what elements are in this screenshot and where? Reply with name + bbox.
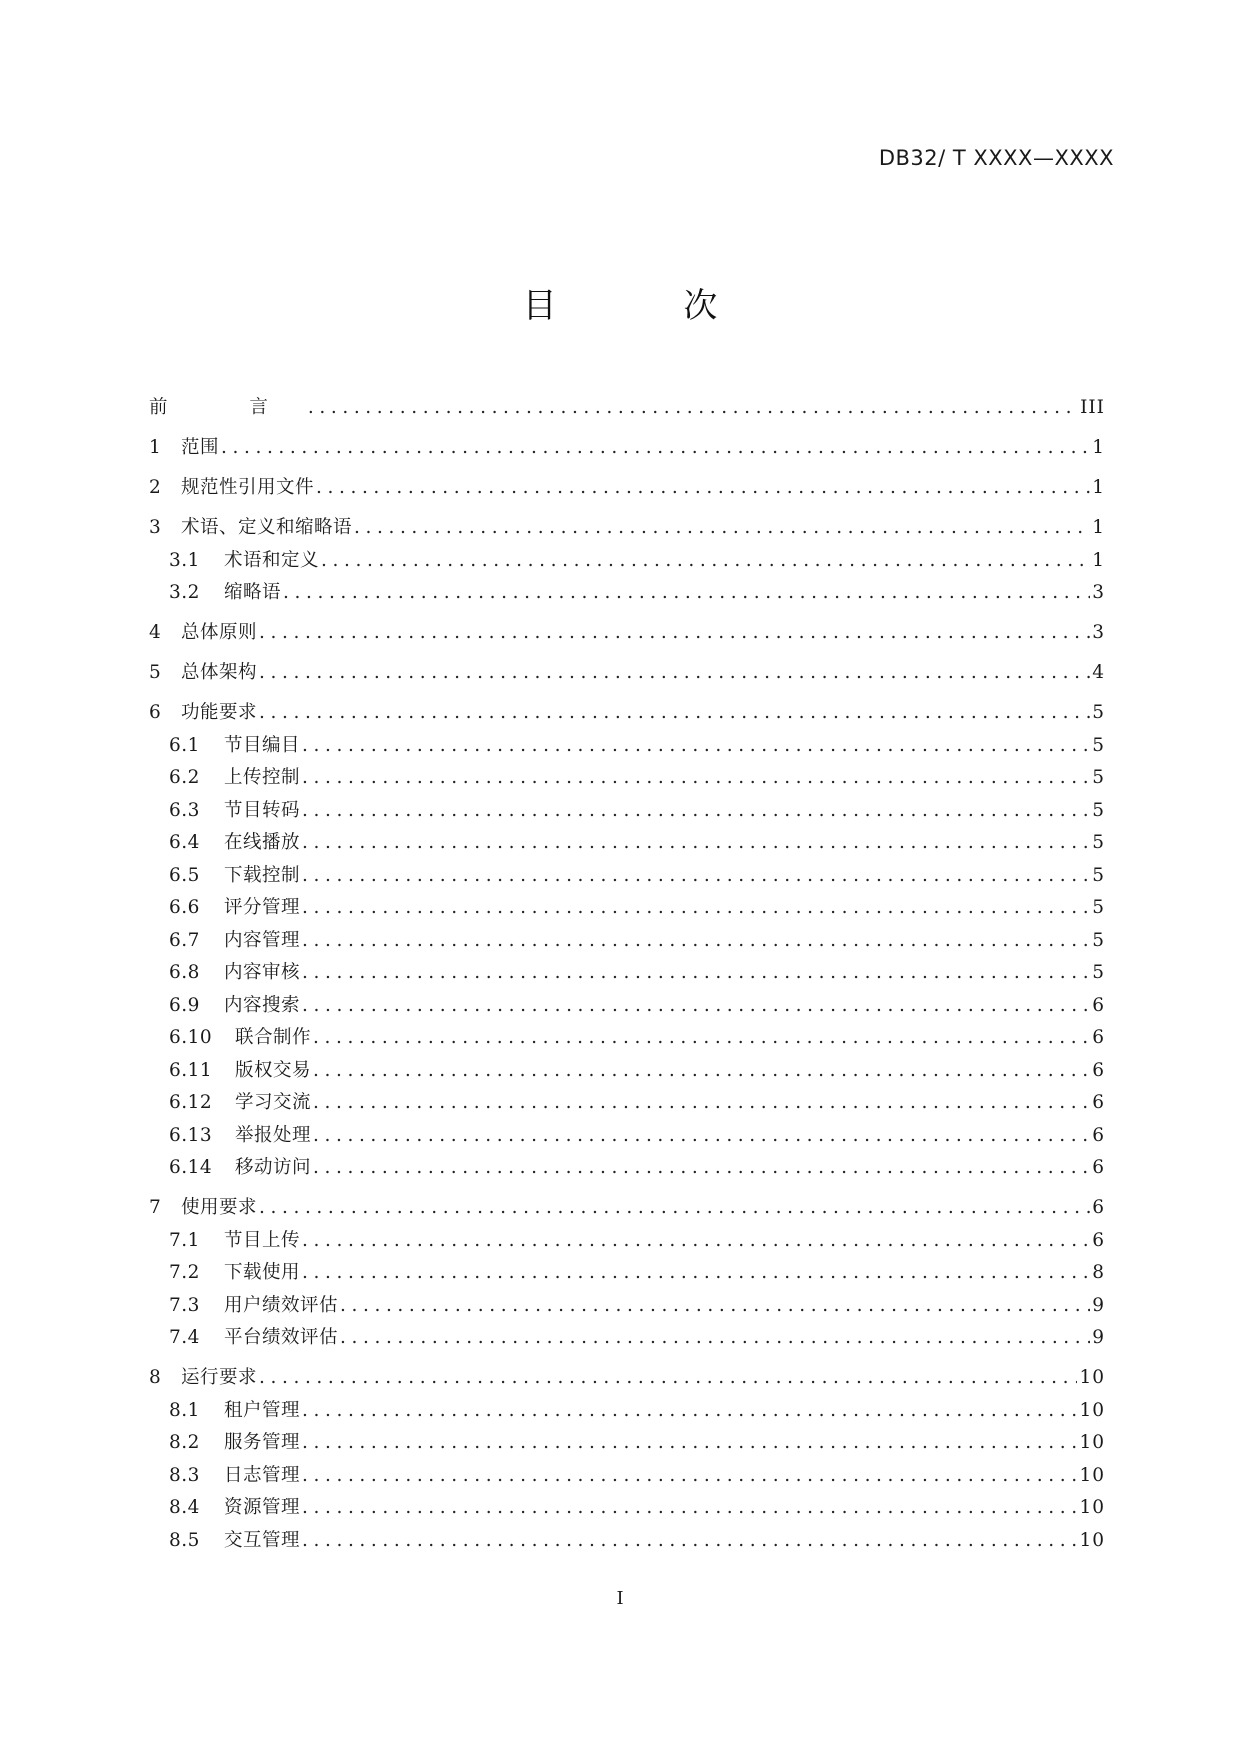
toc-entry-page: 5 — [1092, 897, 1105, 918]
toc-entry-label: 运行要求 — [181, 1367, 258, 1388]
toc-entry-label: 交互管理 — [224, 1529, 301, 1551]
toc-entry-number: 1 — [149, 437, 162, 458]
toc-leader-dots — [302, 829, 1090, 857]
toc-entry-page: 10 — [1079, 1497, 1105, 1518]
document-code: DB32/ T XXXX—XXXX — [878, 146, 1114, 170]
toc-entry-label: 评分管理 — [224, 897, 301, 918]
toc-subentry[interactable] — [149, 829, 1105, 857]
toc-entry-number: 3.2 — [169, 582, 200, 603]
toc-leader-dots — [259, 1194, 1090, 1222]
toc-entry-label: 内容管理 — [224, 929, 301, 951]
toc-leader-dots — [313, 1089, 1090, 1117]
toc-entry-number: 7.4 — [169, 1327, 200, 1348]
toc-subentry[interactable] — [149, 1292, 1105, 1320]
toc-subentry[interactable] — [149, 894, 1105, 922]
toc-entry-number: 7.2 — [169, 1262, 200, 1283]
toc-entry-number: 6.6 — [169, 897, 200, 918]
toc-entry-page: 3 — [1092, 582, 1105, 603]
toc-entry-page: 1 — [1092, 477, 1105, 498]
toc-entry-number: 8.2 — [169, 1432, 200, 1453]
toc-entry-page: 5 — [1092, 734, 1105, 756]
toc-entry-page: 1 — [1092, 549, 1105, 571]
toc-entry-page: 6 — [1092, 1157, 1105, 1178]
toc-leader-dots — [259, 699, 1090, 727]
toc-entry-number: 4 — [149, 622, 162, 643]
toc-subentry[interactable] — [149, 1122, 1105, 1150]
toc-entry[interactable] — [149, 659, 1105, 687]
toc-entry-label: 范围 — [181, 437, 220, 458]
toc-entry-label: 上传控制 — [224, 767, 301, 788]
toc-leader-dots — [302, 1462, 1077, 1490]
toc-entry-page: 10 — [1079, 1529, 1105, 1551]
toc-entry-number: 6.1 — [169, 734, 200, 756]
toc-leader-dots — [313, 1154, 1090, 1182]
toc-entry-label: 节目上传 — [224, 1229, 301, 1251]
toc-leader-dots — [313, 1122, 1090, 1150]
toc-subentry[interactable] — [149, 927, 1105, 955]
toc-entry[interactable] — [149, 699, 1105, 727]
toc-subentry[interactable] — [149, 764, 1105, 792]
toc-entry-number: 8.5 — [169, 1529, 200, 1551]
toc-entry-page: 1 — [1092, 437, 1105, 458]
toc-leader-dots — [321, 547, 1090, 575]
toc-entry-number: 5 — [149, 662, 162, 683]
toc-entry-number: 6.8 — [169, 962, 200, 983]
toc-entry-page: 8 — [1092, 1262, 1105, 1283]
toc-subentry[interactable] — [149, 1324, 1105, 1352]
table-of-contents — [149, 394, 1105, 1555]
toc-entry-label: 术语、定义和缩略语 — [181, 517, 353, 538]
toc-entry[interactable] — [149, 619, 1105, 647]
toc-entry-label: 在线播放 — [224, 832, 301, 853]
toc-entry-label: 联合制作 — [235, 1027, 312, 1048]
toc-entry-page: 4 — [1092, 662, 1105, 683]
toc-leader-dots — [302, 992, 1090, 1020]
toc-entry-number: 8.1 — [169, 1399, 200, 1421]
toc-entry-label: 资源管理 — [224, 1497, 301, 1518]
toc-leader-dots — [302, 1429, 1077, 1457]
toc-entry-label: 移动访问 — [235, 1157, 312, 1178]
toc-leader-dots — [302, 1259, 1090, 1287]
toc-entry-label: 前 言 — [149, 397, 306, 418]
toc-entry-label: 学习交流 — [235, 1092, 312, 1113]
toc-subentry[interactable] — [149, 1527, 1105, 1555]
toc-entry-page: 9 — [1092, 1294, 1105, 1316]
toc-entry-page: 5 — [1092, 864, 1105, 886]
toc-entry[interactable] — [149, 514, 1105, 542]
toc-entry-page: 3 — [1092, 622, 1105, 643]
toc-leader-dots — [302, 1397, 1077, 1425]
toc-entry-page: 1 — [1092, 517, 1105, 538]
toc-entry-number: 6.9 — [169, 994, 200, 1016]
toc-entry-page: 5 — [1092, 832, 1105, 853]
toc-entry-label: 规范性引用文件 — [181, 477, 315, 498]
toc-entry-label: 总体架构 — [181, 662, 258, 683]
toc-leader-dots — [221, 434, 1090, 462]
toc-subentry[interactable] — [149, 959, 1105, 987]
toc-leader-dots — [302, 1227, 1090, 1255]
toc-entry-label: 节目编目 — [224, 734, 301, 756]
toc-subentry[interactable] — [149, 1227, 1105, 1255]
toc-entry-number: 8 — [149, 1367, 162, 1388]
toc-entry-page: 6 — [1092, 1229, 1105, 1251]
toc-entry[interactable] — [149, 394, 1105, 422]
toc-subentry[interactable] — [149, 732, 1105, 760]
toc-entry-label: 平台绩效评估 — [224, 1327, 339, 1348]
toc-entry-number: 7.1 — [169, 1229, 200, 1251]
toc-entry-number: 3 — [149, 517, 162, 538]
toc-entry-label: 租户管理 — [224, 1399, 301, 1421]
toc-leader-dots — [316, 474, 1090, 502]
toc-entry-number: 6.11 — [169, 1059, 213, 1081]
toc-leader-dots — [313, 1057, 1090, 1085]
toc-entry-number: 6.13 — [169, 1124, 213, 1146]
toc-entry[interactable] — [149, 1364, 1105, 1392]
toc-leader-dots — [283, 579, 1090, 607]
toc-entry-number: 6.3 — [169, 799, 200, 821]
toc-entry-number: 7.3 — [169, 1294, 200, 1316]
toc-entry-label: 功能要求 — [181, 702, 258, 723]
toc-entry-label: 使用要求 — [181, 1197, 258, 1218]
toc-entry-page: 5 — [1092, 702, 1105, 723]
toc-entry-page: 10 — [1079, 1399, 1105, 1421]
toc-entry-page: 10 — [1079, 1367, 1105, 1388]
toc-subentry[interactable] — [149, 1259, 1105, 1287]
toc-entry-number: 6.5 — [169, 864, 200, 886]
toc-entry-number: 6.10 — [169, 1027, 213, 1048]
toc-leader-dots — [302, 927, 1090, 955]
toc-entry-label: 举报处理 — [235, 1124, 312, 1146]
page-title-text: 目 次 — [522, 286, 776, 326]
toc-entry-page: 6 — [1092, 1197, 1105, 1218]
toc-entry-label: 服务管理 — [224, 1432, 301, 1453]
toc-entry-label: 下载使用 — [224, 1262, 301, 1283]
toc-entry-number: 6 — [149, 702, 162, 723]
toc-entry-number: 6.14 — [169, 1157, 213, 1178]
toc-entry-page: 6 — [1092, 994, 1105, 1016]
toc-leader-dots — [302, 1527, 1077, 1555]
toc-entry-page: 9 — [1092, 1327, 1105, 1348]
toc-entry-label: 版权交易 — [235, 1059, 312, 1081]
toc-subentry[interactable] — [149, 1089, 1105, 1117]
toc-entry-page: 10 — [1079, 1432, 1105, 1453]
toc-entry-number: 3.1 — [169, 549, 200, 571]
toc-entry-page: 6 — [1092, 1027, 1105, 1048]
toc-entry-number: 2 — [149, 477, 162, 498]
toc-entry-number: 8.3 — [169, 1464, 200, 1486]
toc-entry-page: 10 — [1079, 1464, 1105, 1486]
toc-subentry[interactable] — [149, 862, 1105, 890]
toc-leader-dots — [302, 1494, 1077, 1522]
toc-leader-dots — [340, 1324, 1090, 1352]
toc-subentry[interactable] — [149, 579, 1105, 607]
toc-entry[interactable] — [149, 434, 1105, 462]
toc-entry-number: 6.2 — [169, 767, 200, 788]
toc-entry[interactable] — [149, 474, 1105, 502]
toc-subentry[interactable] — [149, 1154, 1105, 1182]
toc-leader-dots — [302, 797, 1090, 825]
toc-entry-label: 日志管理 — [224, 1464, 301, 1486]
toc-entry-number: 7 — [149, 1197, 162, 1218]
toc-subentry[interactable] — [149, 1057, 1105, 1085]
toc-entry-page: 6 — [1092, 1092, 1105, 1113]
toc-entry-label: 节目转码 — [224, 799, 301, 821]
toc-entry-page: 5 — [1092, 962, 1105, 983]
toc-entry-label: 缩略语 — [224, 582, 282, 603]
toc-entry-label: 下载控制 — [224, 864, 301, 886]
toc-leader-dots — [302, 894, 1090, 922]
toc-leader-dots — [302, 959, 1090, 987]
page-number: I — [616, 1588, 624, 1609]
toc-leader-dots — [259, 619, 1090, 647]
toc-entry-page: 5 — [1092, 767, 1105, 788]
toc-leader-dots — [340, 1292, 1090, 1320]
toc-leader-dots — [313, 1024, 1090, 1052]
toc-entry-page: 6 — [1092, 1059, 1105, 1081]
toc-entry-label: 用户绩效评估 — [224, 1294, 339, 1316]
toc-entry-label: 术语和定义 — [224, 549, 320, 571]
toc-subentry[interactable] — [149, 1494, 1105, 1522]
toc-entry-number: 6.7 — [169, 929, 200, 951]
toc-subentry[interactable] — [149, 992, 1105, 1020]
toc-subentry[interactable] — [149, 1429, 1105, 1457]
toc-leader-dots — [259, 659, 1090, 687]
page-title — [0, 278, 1240, 327]
toc-entry-number: 6.4 — [169, 832, 200, 853]
toc-entry-number: 8.4 — [169, 1497, 200, 1518]
toc-leader-dots — [259, 1364, 1077, 1392]
toc-leader-dots — [302, 862, 1090, 890]
toc-entry-page: 5 — [1092, 799, 1105, 821]
toc-leader-dots — [308, 394, 1078, 422]
toc-leader-dots — [354, 514, 1090, 542]
toc-subentry[interactable] — [149, 1462, 1105, 1490]
toc-leader-dots — [302, 764, 1090, 792]
toc-entry-label: 内容搜索 — [224, 994, 301, 1016]
toc-entry-number: 6.12 — [169, 1092, 213, 1113]
toc-subentry[interactable] — [149, 1397, 1105, 1425]
toc-subentry[interactable] — [149, 797, 1105, 825]
toc-entry-page: 6 — [1092, 1124, 1105, 1146]
toc-entry[interactable] — [149, 1194, 1105, 1222]
toc-entry-page: III — [1080, 397, 1105, 418]
toc-subentry[interactable] — [149, 1024, 1105, 1052]
toc-entry-page: 5 — [1092, 929, 1105, 951]
toc-entry-label: 总体原则 — [181, 622, 258, 643]
toc-subentry[interactable] — [149, 547, 1105, 575]
toc-entry-label: 内容审核 — [224, 962, 301, 983]
toc-leader-dots — [302, 732, 1090, 760]
